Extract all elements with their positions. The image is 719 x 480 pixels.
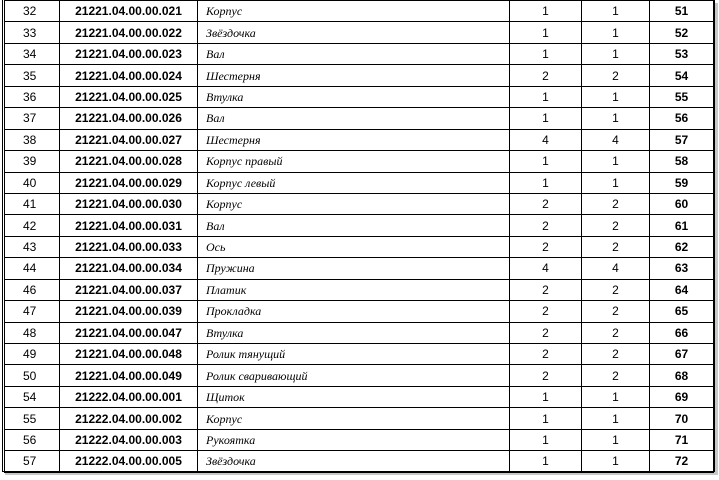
part-code: 21221.04.00.00.023 [60,43,198,64]
row-number: 42 [5,215,60,236]
page-number: 61 [650,215,714,236]
table-row [5,151,714,172]
page-number: 59 [650,172,714,193]
row-number: 50 [5,365,60,386]
row-number: 35 [5,65,60,86]
page-number: 68 [650,365,714,386]
table-row [5,408,714,429]
quantity-2: 2 [582,193,650,214]
quantity-1: 2 [510,193,582,214]
page-number: 63 [650,258,714,279]
quantity-1: 1 [510,108,582,129]
quantity-2: 2 [582,344,650,365]
page-number: 69 [650,386,714,407]
row-number: 54 [5,386,60,407]
row-number: 44 [5,258,60,279]
quantity-1: 1 [510,172,582,193]
part-name: Вал [198,108,510,129]
part-name: Втулка [198,86,510,107]
row-number: 38 [5,129,60,150]
part-name: Корпус левый [198,172,510,193]
part-code: 21221.04.00.00.030 [60,193,198,214]
table-row [5,301,714,322]
quantity-1: 2 [510,236,582,257]
row-number: 49 [5,344,60,365]
quantity-2: 1 [582,1,650,22]
part-code: 21221.04.00.00.049 [60,365,198,386]
table-row [5,172,714,193]
part-name: Корпус [198,193,510,214]
row-number: 43 [5,236,60,257]
table-row [5,386,714,407]
part-name: Втулка [198,322,510,343]
part-name: Платик [198,279,510,300]
quantity-1: 1 [510,43,582,64]
part-code: 21221.04.00.00.021 [60,1,198,22]
table-row [5,22,714,43]
part-code: 21221.04.00.00.034 [60,258,198,279]
quantity-1: 4 [510,129,582,150]
part-code: 21221.04.00.00.033 [60,236,198,257]
table-row [5,429,714,450]
quantity-2: 4 [582,129,650,150]
part-code: 21221.04.00.00.039 [60,301,198,322]
part-name: Звёздочка [198,22,510,43]
row-number: 33 [5,22,60,43]
row-number: 40 [5,172,60,193]
quantity-1: 1 [510,429,582,450]
quantity-1: 4 [510,258,582,279]
part-name: Рукоятка [198,429,510,450]
part-name: Вал [198,43,510,64]
parts-table-body [5,1,714,473]
quantity-1: 1 [510,408,582,429]
table-row [5,279,714,300]
table-row [5,258,714,279]
quantity-2: 2 [582,215,650,236]
row-number: 39 [5,151,60,172]
quantity-1: 2 [510,279,582,300]
quantity-1: 1 [510,451,582,472]
page-number: 53 [650,43,714,64]
page-number: 55 [650,86,714,107]
page-number: 72 [650,451,714,472]
quantity-2: 1 [582,151,650,172]
part-code: 21221.04.00.00.026 [60,108,198,129]
quantity-1: 1 [510,151,582,172]
part-code: 21222.04.00.00.003 [60,429,198,450]
row-number: 55 [5,408,60,429]
quantity-1: 1 [510,22,582,43]
part-name: Звёздочка [198,451,510,472]
part-code: 21221.04.00.00.028 [60,151,198,172]
page-number: 54 [650,65,714,86]
quantity-1: 2 [510,65,582,86]
parts-table [4,0,714,473]
page-number: 66 [650,322,714,343]
quantity-2: 2 [582,322,650,343]
page-number: 58 [650,151,714,172]
page-number: 62 [650,236,714,257]
table-row [5,65,714,86]
frame-shadow-right [715,3,718,475]
table-row [5,43,714,64]
page-number: 70 [650,408,714,429]
part-code: 21221.04.00.00.037 [60,279,198,300]
row-number: 48 [5,322,60,343]
part-name: Прокладка [198,301,510,322]
table-row [5,451,714,472]
quantity-2: 1 [582,43,650,64]
page-number: 67 [650,344,714,365]
table-row [5,193,714,214]
table-row [5,1,714,22]
quantity-2: 2 [582,65,650,86]
quantity-2: 1 [582,429,650,450]
quantity-1: 2 [510,322,582,343]
quantity-2: 1 [582,386,650,407]
page-number: 52 [650,22,714,43]
row-number: 37 [5,108,60,129]
quantity-1: 2 [510,365,582,386]
part-name: Ось [198,236,510,257]
part-name: Щиток [198,386,510,407]
part-code: 21222.04.00.00.001 [60,386,198,407]
part-name: Ролик тянущий [198,344,510,365]
part-name: Вал [198,215,510,236]
table-row [5,215,714,236]
quantity-2: 1 [582,22,650,43]
part-code: 21221.04.00.00.048 [60,344,198,365]
part-code: 21221.04.00.00.047 [60,322,198,343]
table-row [5,365,714,386]
page-number: 65 [650,301,714,322]
page-number: 60 [650,193,714,214]
part-code: 21221.04.00.00.025 [60,86,198,107]
table-row [5,236,714,257]
row-number: 36 [5,86,60,107]
page-number: 57 [650,129,714,150]
quantity-1: 2 [510,344,582,365]
page-number: 71 [650,429,714,450]
page-number: 56 [650,108,714,129]
table-row [5,322,714,343]
part-code: 21221.04.00.00.024 [60,65,198,86]
part-code: 21221.04.00.00.031 [60,215,198,236]
row-number: 32 [5,1,60,22]
quantity-1: 1 [510,1,582,22]
part-code: 21222.04.00.00.005 [60,451,198,472]
part-name: Ролик сваривающий [198,365,510,386]
quantity-1: 1 [510,86,582,107]
quantity-1: 1 [510,386,582,407]
part-code: 21221.04.00.00.022 [60,22,198,43]
part-code: 21221.04.00.00.027 [60,129,198,150]
page-number: 64 [650,279,714,300]
table-row [5,86,714,107]
quantity-2: 1 [582,86,650,107]
part-code: 21221.04.00.00.029 [60,172,198,193]
quantity-2: 2 [582,365,650,386]
part-name: Шестерня [198,65,510,86]
quantity-2: 4 [582,258,650,279]
row-number: 56 [5,429,60,450]
quantity-2: 1 [582,408,650,429]
part-name: Корпус [198,408,510,429]
page-number: 51 [650,1,714,22]
quantity-2: 1 [582,451,650,472]
table-row [5,129,714,150]
part-name: Шестерня [198,129,510,150]
table-row [5,108,714,129]
part-name: Пружина [198,258,510,279]
row-number: 57 [5,451,60,472]
quantity-2: 1 [582,108,650,129]
quantity-2: 2 [582,279,650,300]
row-number: 47 [5,301,60,322]
part-code: 21222.04.00.00.002 [60,408,198,429]
row-number: 46 [5,279,60,300]
quantity-2: 2 [582,301,650,322]
quantity-2: 2 [582,236,650,257]
row-number: 41 [5,193,60,214]
table-row [5,344,714,365]
quantity-2: 1 [582,172,650,193]
part-name: Корпус [198,1,510,22]
row-number: 34 [5,43,60,64]
part-name: Корпус правый [198,151,510,172]
quantity-1: 2 [510,301,582,322]
quantity-1: 2 [510,215,582,236]
